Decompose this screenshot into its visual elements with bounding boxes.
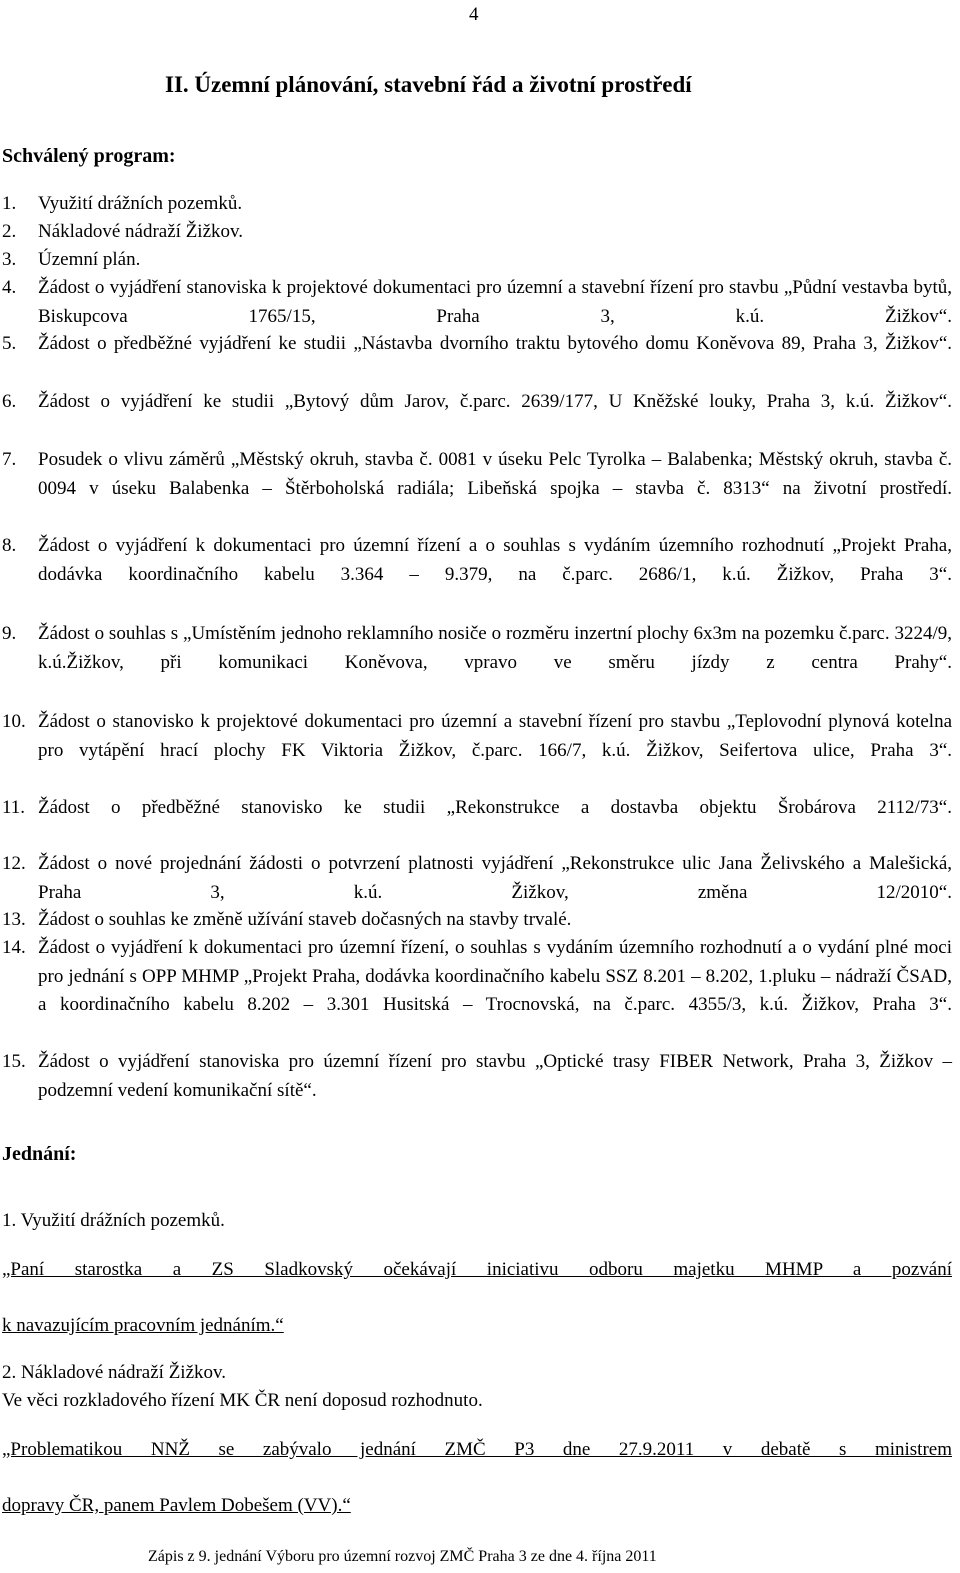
program-item-number: 5. (2, 333, 17, 354)
section1-quote-line2: k navazujícím pracovním jednáním.“ (2, 1315, 284, 1336)
program-item (0, 218, 956, 247)
program-item-text: Žádost o vyjádření k dokumentaci pro územní řízení, o souhlas s vydáním územního rozhodnutí a o vydání plné moci pro jednání s OPP MHMP „Projekt Praha, dodávka koordinačního kabelu SSZ 8.201 – 8.202, 1.pluku – nádraží ČSAD, a koordinačního kabelu 8.202 – 3.301 Husitská – Trocnovská, na č.parc. 4355/3, k.ú. Žižkov, Praha 3“. (38, 937, 952, 1015)
program-item-number: 12. (2, 853, 26, 874)
section2-text: Ve věci rozkladového řízení MK ČR není doposud rozhodnuto. (2, 1390, 483, 1411)
program-item-text: Žádost o nové projednání žádosti o potvrzení platnosti vyjádření „Rekonstrukce ulic Jana Želivského a Malešická, Praha 3, k.ú. Žižkov, změna 12/2010“. (38, 853, 952, 903)
section1-quote (2, 1256, 952, 1340)
program-item-text: Žádost o vyjádření stanoviska pro územní řízení pro stavbu „Optické trasy FIBER Network, Praha 3, Žižkov – podzemní vedení komunikační sítě“. (38, 1051, 952, 1101)
program-item-number: 6. (2, 391, 17, 412)
program-item-number: 8. (2, 535, 17, 556)
section-heading: II. Územní plánování, stavební řád a životní prostředí (165, 72, 692, 97)
program-item-text: Žádost o souhlas ke změně užívání staveb dočasných na stavby trvalé. (38, 909, 572, 930)
program-item-number: 15. (2, 1051, 26, 1072)
program-item (0, 708, 956, 794)
program-item-number: 7. (2, 449, 17, 470)
program-item-text: Žádost o vyjádření k dokumentaci pro územní řízení a o souhlas s vydáním územního rozhodnutí „Projekt Praha, dodávka koordinačního kabelu 3.364 – 9.379, na č.parc. 2686/1, k.ú. Žižkov, Praha 3“. (38, 535, 952, 585)
program-item-number: 3. (2, 249, 17, 270)
program-item-text: Posudek o vlivu záměrů „Městský okruh, stavba č. 0081 v úseku Pelc Tyrolka – Balabenka; Městský okruh, stavba č. 0094 v úseku Balabenka – Štěrboholská radiála; Libeňská spojka – stavba č. 8313“ na životní prostředí. (38, 449, 952, 499)
section2-quote (2, 1436, 952, 1520)
program-item-number: 13. (2, 909, 26, 930)
program-item-number: 11. (2, 797, 26, 818)
footer: Zápis z 9. jednání Výboru pro územní rozvoj ZMČ Praha 3 ze dne 4. října 2011 (148, 1548, 657, 1565)
program-item (0, 446, 956, 532)
program-item (0, 246, 956, 275)
program-item (0, 620, 956, 706)
program-item (0, 532, 956, 618)
program-item-text: Územní plán. (38, 249, 141, 270)
program-item (0, 190, 956, 219)
program-item-text: Nákladové nádraží Žižkov. (38, 221, 244, 242)
section2-quote-line1: „Problematikou NNŽ se zabývalo jednání ZMČ P3 dne 27.9.2011 v debatě s ministrem (2, 1439, 952, 1460)
program-item-number: 4. (2, 277, 17, 298)
program-item (0, 794, 956, 851)
program-item-number: 9. (2, 623, 17, 644)
program-item (0, 1048, 956, 1105)
program-item-number: 1. (2, 193, 17, 214)
program-item (0, 388, 956, 445)
section2-quote-line2: dopravy ČR, panem Pavlem Dobešem (VV).“ (2, 1495, 351, 1516)
page-number: 4 (469, 4, 479, 25)
program-item-number: 14. (2, 937, 26, 958)
program-item-text: Využití drážních pozemků. (38, 193, 243, 214)
program-item-text: Žádost o předběžné vyjádření ke studii „Nástavba dvorního traktu bytového domu Koněvova 89, Praha 3, Žižkov“. (38, 333, 952, 354)
program-item-number: 10. (2, 711, 26, 732)
negotiation-heading: Jednání: (2, 1143, 77, 1165)
program-item (0, 934, 956, 1048)
section1-quote-line1: „Paní starostka a ZS Sladkovský očekávají iniciativu odboru majetku MHMP a pozvání (2, 1259, 952, 1280)
program-item (0, 906, 956, 935)
program-item-text: Žádost o vyjádření stanoviska k projektové dokumentaci pro územní a stavební řízení pro stavbu „Půdní vestavba bytů, Biskupcova 1765/15, Praha 3, k.ú. Žižkov“. (38, 277, 952, 327)
section1-title: 1. Využití drážních pozemků. (2, 1210, 225, 1231)
program-item-number: 2. (2, 221, 17, 242)
program-item-text: Žádost o vyjádření ke studii „Bytový dům Jarov, č.parc. 2639/177, U Kněžské louky, Praha 3, k.ú. Žižkov“. (38, 391, 952, 412)
program-heading: Schválený program: (2, 145, 176, 167)
program-item-text: Žádost o souhlas s „Umístěním jednoho reklamního nosiče o rozměru inzertní plochy 6x3m na pozemku č.parc. 3224/9, k.ú.Žižkov, při komunikaci Koněvova, vpravo ve směru jízdy z centra Prahy“. (38, 623, 952, 673)
section2-title: 2. Nákladové nádraží Žižkov. (2, 1362, 227, 1383)
program-item-text: Žádost o předběžné stanovisko ke studii „Rekonstrukce a dostavba objektu Šrobárova 2112/73“. (38, 797, 952, 818)
program-item (0, 330, 956, 387)
program-item-text: Žádost o stanovisko k projektové dokumentaci pro územní a stavební řízení pro stavbu „Teplovodní plynová kotelna pro vytápění hrací plochy FK Viktoria Žižkov, č.parc. 166/7, k.ú. Žižkov, Seifertova ulice, Praha 3“. (38, 711, 952, 761)
